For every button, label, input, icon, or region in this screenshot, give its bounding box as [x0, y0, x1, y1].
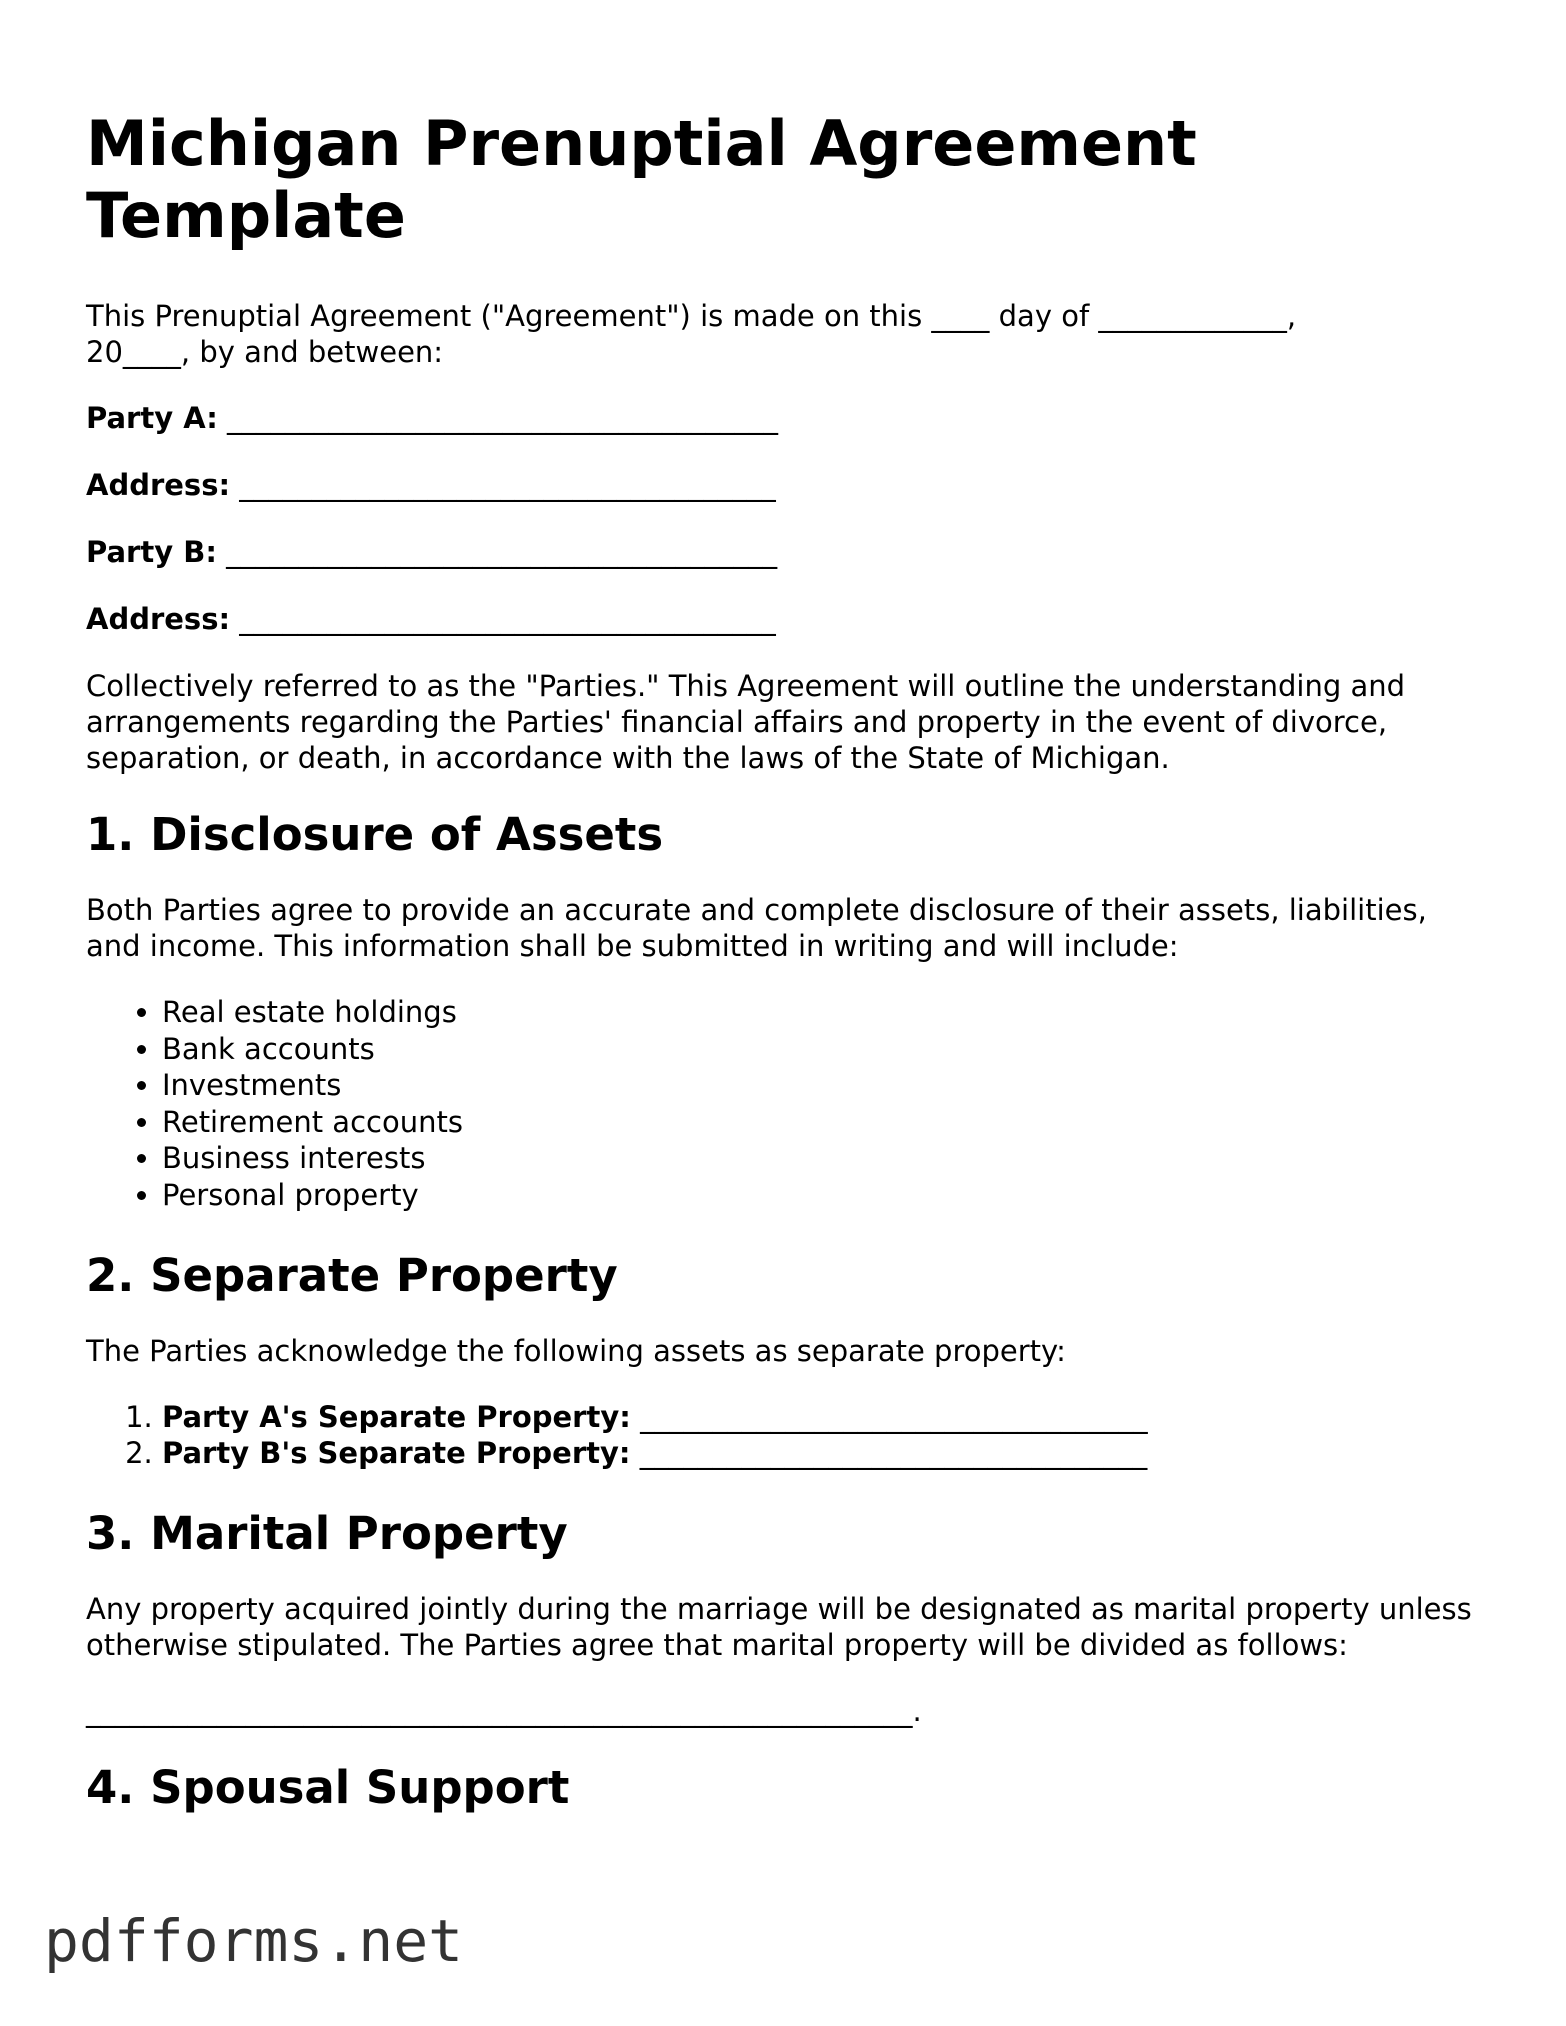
list-item: • Personal property — [162, 1177, 1486, 1214]
party-a-field[interactable] — [86, 400, 1486, 436]
section-3-text: Any property acquired jointly during the marriage will be designated as marital property unless otherwise stipulated. The Parties agree that marital property will be divided as follows: — [86, 1592, 1472, 1662]
collective-paragraph: Collectively referred to as the "Parties." This Agreement will outline the understanding and arrangements regarding the Parties' financial affairs and property in the event of divorce, separation, or death, in accordance with the laws of the State of Michigan. — [86, 669, 1406, 775]
list-item: • Business interests — [162, 1140, 1486, 1177]
separate-property-list — [86, 1399, 1486, 1471]
party-a-separate-property[interactable] — [162, 1399, 1486, 1435]
section-2-text: The Parties acknowledge the following assets as separate property: — [86, 1334, 1066, 1368]
party-b-blank[interactable]: ______________________________________ — [226, 535, 778, 569]
marital-division-blank[interactable]: _________________________________________________________. — [86, 1694, 922, 1728]
party-a-address-label: Address: — [86, 468, 231, 502]
section-1-text: Both Parties agree to provide an accurate and complete disclosure of their assets, liabilities, and income. This information shall be submitted in writing and will include: — [86, 893, 1427, 963]
party-b-separate-property-blank[interactable]: ___________________________________ — [639, 1436, 1148, 1470]
party-a-address-blank[interactable]: _____________________________________ — [239, 468, 776, 502]
party-b-field[interactable] — [86, 534, 1486, 570]
party-b-label: Party B: — [86, 535, 217, 569]
party-a-blank[interactable]: ______________________________________ — [227, 401, 779, 435]
party-a-address-field[interactable] — [86, 467, 1486, 503]
party-a-label: Party A: — [86, 401, 218, 435]
list-item: • Real estate holdings — [162, 994, 1486, 1031]
party-b-separate-property[interactable] — [162, 1435, 1486, 1471]
section-1-heading: 1. Disclosure of Assets — [86, 808, 664, 861]
section-3-heading: 3. Marital Property — [86, 1507, 568, 1560]
list-item: • Bank accounts — [162, 1031, 1486, 1068]
party-a-separate-property-blank[interactable]: ___________________________________ — [640, 1400, 1148, 1434]
asset-list — [86, 994, 1486, 1213]
party-b-separate-property-label: Party B's Separate Property: — [162, 1436, 631, 1470]
document-title: Michigan Prenuptial Agreement Template — [86, 107, 1197, 252]
party-b-address-field[interactable] — [86, 601, 1486, 637]
list-item: • Investments — [162, 1067, 1486, 1104]
section-4-heading: 4. Spousal Support — [86, 1761, 570, 1814]
party-b-address-label: Address: — [86, 602, 231, 636]
list-item: • Retirement accounts — [162, 1104, 1486, 1141]
document-page — [86, 108, 1486, 1845]
watermark: pdfforms.net — [44, 1907, 464, 1975]
intro-paragraph: This Prenuptial Agreement ("Agreement") is made on this ____ day of _____________, 20____, by and between: — [86, 299, 1297, 369]
party-a-separate-property-label: Party A's Separate Property: — [162, 1400, 631, 1434]
party-b-address-blank[interactable]: _____________________________________ — [239, 602, 776, 636]
section-2-heading: 2. Separate Property — [86, 1249, 618, 1302]
